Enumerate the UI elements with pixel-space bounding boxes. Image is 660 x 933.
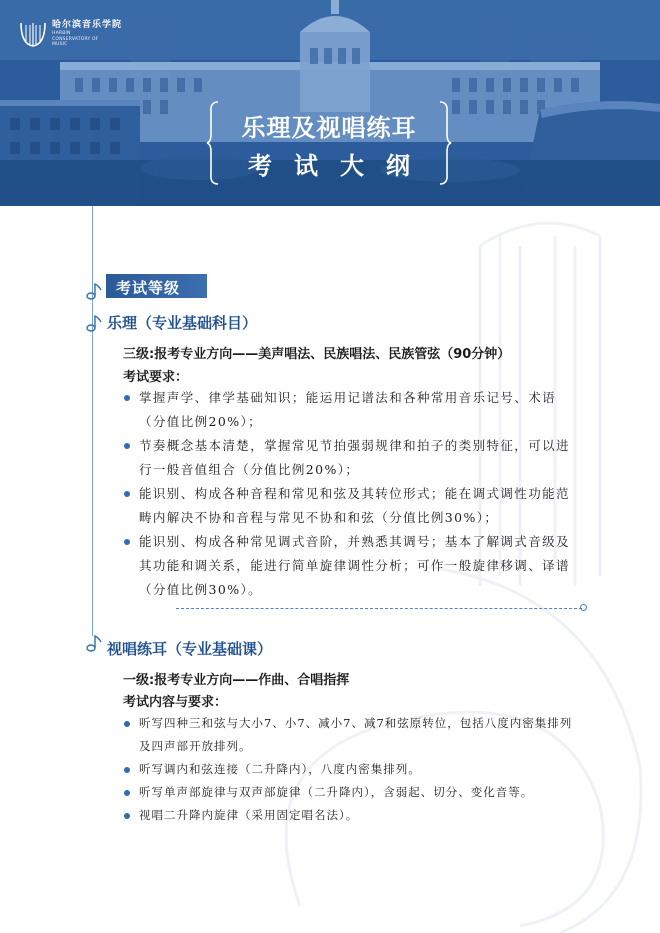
divider-end-dot xyxy=(580,604,587,611)
list-item: 听写四种三和弦与大小7、小7、减小7、减7和弦原转位，包括八度内密集排列及四声部开放排列。 xyxy=(123,712,583,758)
section-divider xyxy=(176,608,582,609)
list-item: 节奏概念基本清楚，掌握常见节拍强弱规律和拍子的类别特征，可以进行一般音值组合（分值比例20%）； xyxy=(123,434,583,482)
list-item: 听写调内和弦连接（二升降内），八度内密集排列。 xyxy=(123,758,583,781)
sight-singing-heading: 视唱练耳（专业基础课） xyxy=(107,640,273,658)
title-line-2: 考试大纲 xyxy=(248,151,432,180)
list-item: 能识别、构成各种常见调式音阶，并熟悉其调号；基本了解调式音级及其功能和调关系，能进行简单旋律调性分析；可作一般旋律移调、译谱（分值比例30%）。 xyxy=(123,530,583,602)
decorative-guide-line xyxy=(92,206,93,636)
music-theory-requirements-label: 考试要求： xyxy=(123,370,189,385)
logo-chinese-name: 哈尔滨音乐学院 xyxy=(52,20,123,30)
music-theory-level: 三级:报考专业方向——美声唱法、民族唱法、民族管弦（90分钟） xyxy=(123,347,511,362)
header-banner xyxy=(0,0,660,206)
list-item: 视唱二升降内旋律（采用固定唱名法）。 xyxy=(123,804,583,827)
logo-english-name: HARBIN CONSERVATORY OF MUSIC xyxy=(52,31,99,47)
music-note-icon xyxy=(86,282,102,300)
music-theory-requirements-list xyxy=(123,386,583,602)
music-note-icon xyxy=(86,314,102,332)
music-note-icon xyxy=(86,634,102,652)
harp-logo-icon xyxy=(18,20,48,48)
right-brace-ornament xyxy=(438,98,452,188)
list-item: 掌握声学、律学基础知识；能运用记谱法和各种常用音乐记号、术语（分值比例20%）； xyxy=(123,386,583,434)
list-item: 听写单声部旋律与双声部旋律（二升降内），含弱起、切分、变化音等。 xyxy=(123,781,583,804)
sight-singing-level: 一级:报考专业方向——作曲、合唱指挥 xyxy=(123,673,350,688)
conservatory-logo xyxy=(18,20,122,48)
music-theory-heading: 乐理（专业基础科目） xyxy=(107,314,258,332)
sight-singing-requirements-list xyxy=(123,712,583,827)
list-item: 能识别、构成各种音程和常见和弦及其转位形式；能在调式调性功能范畴内解决不协和音程与常见不协和和弦（分值比例30%）； xyxy=(123,482,583,530)
exam-level-tag xyxy=(106,274,207,298)
sight-singing-requirements-label: 考试内容与要求： xyxy=(123,695,228,710)
title-line-1: 乐理及视唱练耳 xyxy=(241,113,417,142)
syllabus-title xyxy=(210,98,448,188)
exam-level-label: 考试等级 xyxy=(116,279,181,297)
